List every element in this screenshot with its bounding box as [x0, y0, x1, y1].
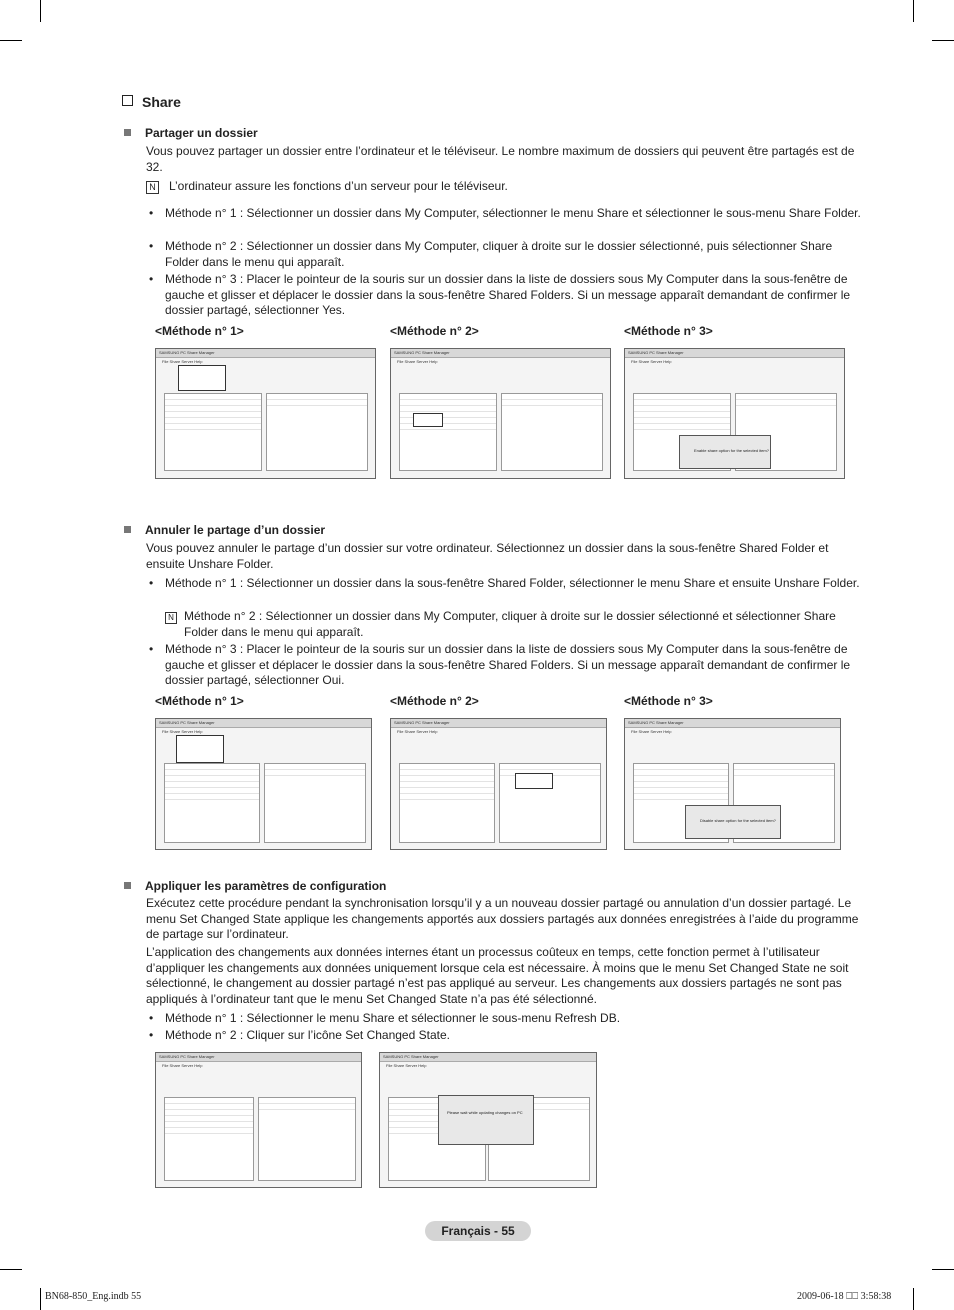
print-slug: BN68-850_Eng.indb 55 — [45, 1291, 142, 1302]
screenshot: SAMSUNG PC Share Manager File Share Server Help — [390, 348, 611, 479]
note: N L’ordinateur assure les fonctions d’un serveur pour le téléviseur. — [146, 179, 508, 194]
page-number: Français - 55 — [425, 1221, 531, 1241]
paragraph: L’application des changements aux données internes étant un processus coûteux en temps, cette fonction permet à l’utilisateur d’appliquer les changements aux données uniquement lorsque cela est nécessaire. À moins que le menu Set Changed State ne soit sélectionné, le changement au dossier partagé n’est pas appliqué au serveur. Les changements aux dossiers partagés ne sont pas appliqués à l’ordinateur tant que le menu Set Changed State n’a pas été sélectionné. — [146, 945, 849, 1006]
note-icon: N — [165, 612, 177, 624]
subsection-title: Partager un dossier — [124, 126, 258, 140]
caption: <Méthode n° 2> — [390, 694, 479, 708]
subsection-title: Annuler le partage d’un dossier — [124, 523, 325, 537]
screenshot: SAMSUNG PC Share Manager File Share Server Help — [390, 718, 607, 850]
confirm-dialog: Enable share option for the selected item? — [679, 435, 771, 469]
square-bullet-icon — [124, 882, 131, 889]
screenshot: SAMSUNG PC Share Manager File Share Server Help Disable share option for the selected item? — [624, 718, 841, 850]
square-bullet-icon — [124, 526, 131, 533]
subsection-title: Appliquer les paramètres de configuration — [124, 879, 386, 893]
crop-mark — [932, 40, 954, 41]
progress-dialog: Please wait while updating changes on PC — [438, 1095, 534, 1145]
section-title: Share — [122, 94, 181, 110]
caption: <Méthode n° 2> — [390, 324, 479, 338]
caption: <Méthode n° 1> — [155, 324, 244, 338]
checkbox-icon — [122, 95, 133, 106]
paragraph: Vous pouvez annuler le partage d’un dossier sur votre ordinateur. Sélectionnez un dossier dans la sous-fenêtre Shared Folder et ensuite Unshare Folder. — [146, 541, 829, 571]
screenshot: SAMSUNG PC Share Manager File Share Server Help Please wait while updating changes on PC — [379, 1052, 597, 1188]
crop-mark — [913, 0, 914, 22]
screenshot: SAMSUNG PC Share Manager File Share Server Help Enable share option for the selected item? — [624, 348, 845, 479]
crop-mark — [0, 1269, 22, 1270]
crop-mark — [40, 1288, 41, 1310]
crop-mark — [40, 0, 41, 22]
screenshot: SAMSUNG PC Share Manager File Share Server Help — [155, 348, 376, 479]
square-bullet-icon — [124, 129, 131, 136]
paragraph: Vous pouvez partager un dossier entre l’ordinateur et le téléviseur. Le nombre maximum de dossiers qui peuvent être partagés est de 32. — [146, 144, 855, 174]
crop-mark — [932, 1269, 954, 1270]
note-icon: N — [146, 181, 159, 194]
screenshot: SAMSUNG PC Share Manager File Share Server Help — [155, 718, 372, 850]
screenshot: SAMSUNG PC Share Manager File Share Server Help — [155, 1052, 362, 1188]
crop-mark — [913, 1288, 914, 1310]
print-slug: 2009-06-18 ⎕⎕ 3:58:38 — [797, 1291, 892, 1302]
caption: <Méthode n° 1> — [155, 694, 244, 708]
crop-mark — [0, 40, 22, 41]
paragraph: Exécutez cette procédure pendant la synchronisation lorsqu’il y a un nouveau dossier partagé ou annulation d’un dossier partagé. Le menu Set Changed State applique les changements apportés aux dossiers partagés aux données enregistrées à l’aide du programme de partage sur l’ordinateur. — [146, 896, 859, 941]
caption: <Méthode n° 3> — [624, 694, 713, 708]
confirm-dialog: Disable share option for the selected item? — [685, 805, 781, 839]
caption: <Méthode n° 3> — [624, 324, 713, 338]
